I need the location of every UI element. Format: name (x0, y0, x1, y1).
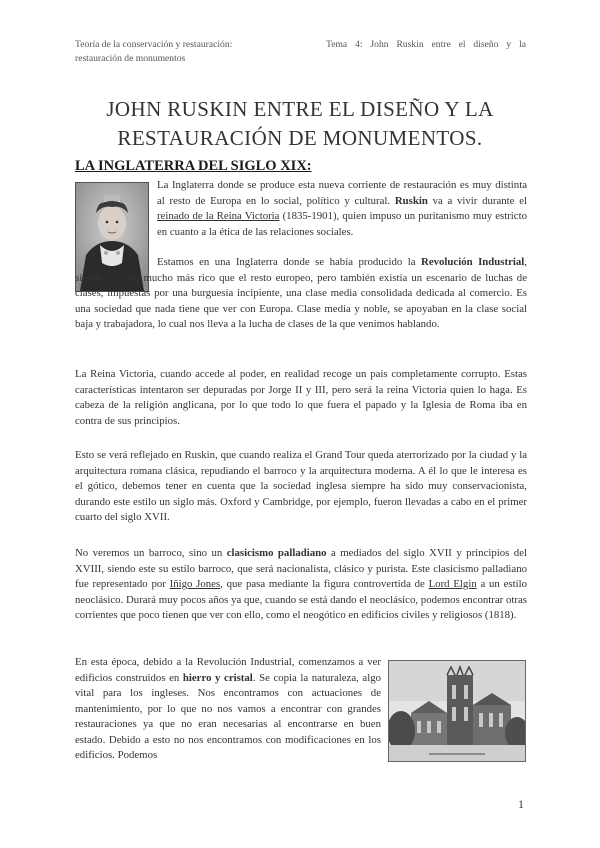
p1-reinado-link[interactable]: reinado de la Reina Victoria (157, 210, 280, 222)
paragraph-6 (75, 655, 381, 764)
page-title (60, 95, 540, 153)
p1-text-c: va a vivir durante el (427, 194, 527, 207)
p3-text: La Reina Victoria, cuando accede al poder, en realidad recoge un país completamente corrupto. Estas características intentaron ser depuradas por Jorge II y III, pero será la reina Victoria quien lo haga. Es cabeza de la religión anglicana, por lo que todo lo que fuera el papado y la Iglesia de Roma iba en contra de sus principios. (75, 368, 527, 427)
paragraph-5 (75, 546, 527, 624)
p6-text-a: En esta época, debido a la Revolución Industrial, comenzamos a ver edificios construidos en (75, 656, 381, 684)
p5-text-a: No veremos un barroco, sino un (75, 547, 227, 559)
header-course-title (75, 38, 265, 66)
p2-text-a: Estamos en una Inglaterra donde se había producido la (157, 256, 422, 268)
p5-clasicismo: clasicismo palladiano (226, 547, 327, 559)
p1-ruskin: Ruskin (394, 194, 428, 207)
page-number: 1 (518, 797, 524, 811)
p6-hierro-cristal: hierro y cristal (182, 671, 253, 684)
p2-revolucion: Revolución Industrial (421, 256, 525, 268)
title-line1: JOHN RUSKIN ENTRE EL DISEÑO Y LA (106, 97, 494, 121)
title-line2: RESTAURACIÓN DE MONUMENTOS. (117, 126, 483, 150)
p5-text-e: , que pasa mediante la figura controvertida de (220, 578, 429, 590)
header-course-line1: Teoría de la conservación y restauración: (75, 39, 233, 50)
p5-text-g: a un estilo neoclásico. Durará muy pocos años ya que, cuando se está dando el neoclásico, podemos encontrar otras corrientes que poco tienen que ver con ello, como el neogótico en edificios civiles y religiosos (1818). (75, 578, 527, 621)
p6-text-c: . Se copia la naturaleza, algo vital para los ingleses. Nos encontramos con actuaciones de mantenimiento, por lo que no nos vamos a encontrar con grandes restauraciones ya que no eran necesarias al encontrarse en buen estado. Debido a esto no nos encontramos con modificaciones en los edificios. Podemos (75, 671, 382, 761)
paragraph-3 (75, 367, 527, 429)
p1-text-a: La Inglaterra donde se produce esta nueva corriente de restauración es muy distinta al resto de Europa en lo social, político y cultural. (157, 179, 527, 207)
p5-inigo-jones-link[interactable]: Iñigo Jones (169, 578, 221, 590)
p2-text-c: , siendo un país mucho más rico que el resto europeo, pero también existía un escenario de luchas de clases, impuestas por una burguesía incipiente, una clase media consolidada dedicada al comercio. Es una sociedad que nada tiene que ver con Europa. Clase media y noble, se apoyaban en la clase social baja y trabajadora, lo cual nos lleva a la lucha de clases de la que venimos hablando. (75, 256, 527, 330)
section-heading: LA INGLATERRA DEL SIGLO XIX: (75, 158, 312, 174)
p4-text: Esto se verá reflejado en Ruskin, que cuando realiza el Grand Tour queda aterrorizado por la ciudad y la arquitectura romana clásica, repudiando el barroco y la arquitectura moderna. A él lo que le interesa es el gótico, debemos tener en cuenta que la sociedad inglesa siempre ha sido muy conservacionista, durando este estilo un siglo más. Oxford y Cambridge, por ejemplo, fueron llevadas a cabo en el primer cuarto del siglo XVII. (75, 449, 527, 523)
header-course-line2: restauración de monumentos (75, 53, 186, 64)
paragraph-1 (75, 178, 527, 240)
paragraph-4 (75, 448, 527, 526)
p1-text-e: (1835-1901), quien impuso un puritanismo muy estricto en cuanto a la ética de las relaciones sociales. (157, 210, 527, 238)
p5-text-c: a mediados del siglo XVII y principios del XVIII, siendo este su estilo barroco, que será nacionalista, clásico y purista. Este clasicismo palladiano fue representado por (75, 547, 527, 590)
paragraph-2 (75, 255, 527, 333)
gothic-church-engraving (388, 660, 526, 762)
p5-lord-elgin-link[interactable]: Lord Elgin (428, 578, 477, 590)
header-topic: Tema 4: John Ruskin entre el diseño y la (326, 39, 526, 50)
